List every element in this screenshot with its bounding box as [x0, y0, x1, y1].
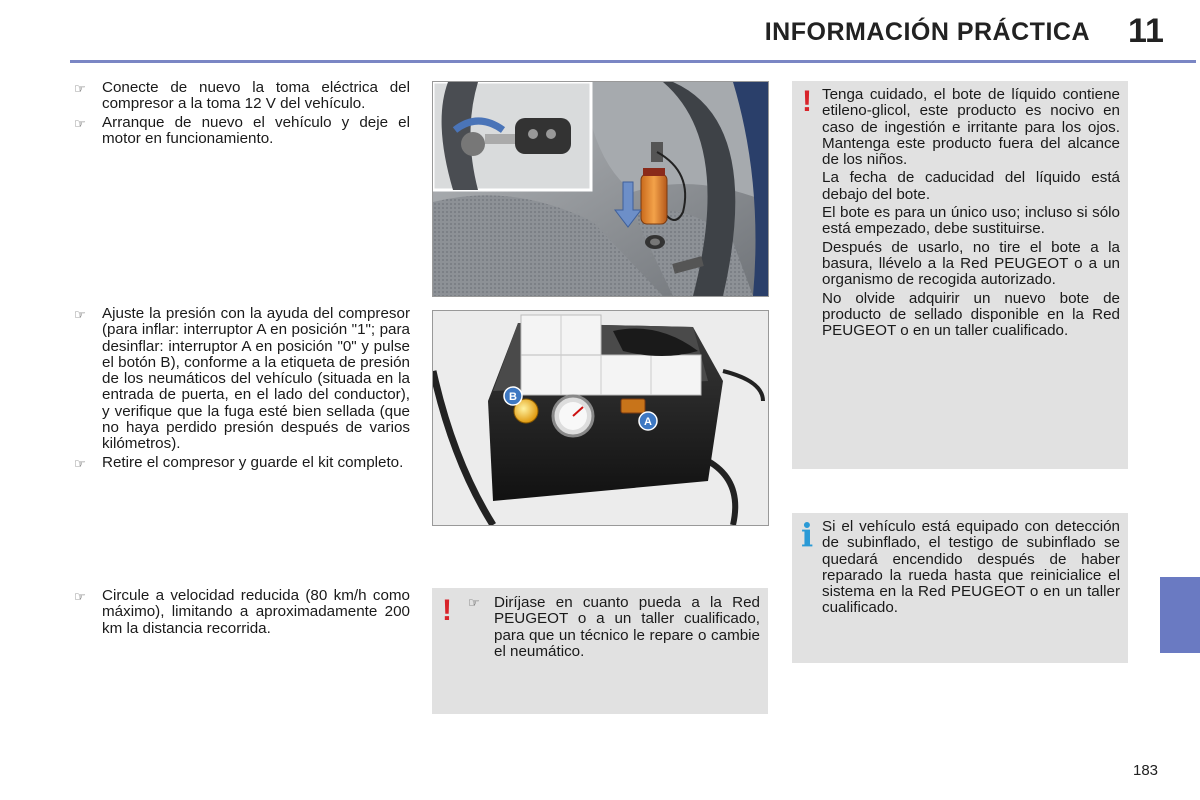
- list-item: ☞ Conecte de nuevo la toma eléctrica del compresor a la toma 12 V del vehículo.: [74, 79, 410, 113]
- list-item: ☞ Arranque de nuevo el vehículo y deje el motor en funcionamiento.: [74, 113, 410, 147]
- chapter-side-tab: [1160, 577, 1200, 653]
- info-text: Si el vehículo está equipado con detección de subinflado, el testigo de subinflado se quedará encendido después de haber reparado la rueda hasta que reinicialice el sistema en la Red PEUGEOT o en un taller cualificado.: [822, 518, 1120, 617]
- warning-box: [792, 81, 1128, 469]
- compressor-drawing: [433, 311, 768, 525]
- pointing-hand-icon: ☞: [74, 455, 86, 471]
- car-interior-illustration: [432, 81, 769, 297]
- list-item: ☞ Retire el compresor y guarde el kit completo.: [74, 453, 404, 471]
- list-item: ☞ Circule a velocidad reducida (80 km/h como máximo), limitando a aproximadamente 200 km la distancia recorrida.: [74, 587, 410, 637]
- header-rule: [70, 60, 1196, 63]
- switch-b-label: B: [509, 391, 517, 403]
- warning-paragraph: No olvide adquirir un nuevo bote de producto de sellado disponible en la Red PEUGEOT o en un taller cualificado.: [822, 289, 1120, 340]
- steps-group-3: [70, 588, 410, 639]
- car-interior-drawing: [433, 82, 768, 296]
- warning-paragraph: La fecha de caducidad del líquido está debajo del bote.: [822, 169, 1120, 203]
- pointing-hand-icon: ☞: [74, 81, 86, 96]
- list-item: ☞ Ajuste la presión con la ayuda del compresor (para inflar: interruptor A en posición "1"; para desinflar: interruptor A en posición "0" y pulse el botón B), conforme a la etiqueta de presión de los neumáticos del vehículo (situada en la entrada de puerta, en el lado del conductor), y verifique que la fuga esté bien sellada (que no haya perdido presión después de varios kilómetros).: [74, 305, 410, 453]
- warning-paragraph: Después de usarlo, no tire el bote a la basura, llévelo a la Red PEUGEOT o a un organismo de recogida autorizado.: [822, 238, 1120, 289]
- repair-warning-text: Diríjase en cuanto pueda a la Red PEUGEOT o a un taller cualificado, para que un técnico le repare o cambie el neumático.: [494, 594, 760, 660]
- warning-paragraph: El bote es para un único uso; incluso si sólo está empezado, debe sustituirse.: [822, 204, 1120, 238]
- repair-warning-box: [432, 588, 768, 714]
- warning-paragraph: Tenga cuidado, el bote de líquido contiene etileno-glicol, este producto es nocivo en caso de ingestión e irritante para los ojos. Mantenga este producto fuera del alcance de los niños.: [822, 86, 1120, 169]
- compressor-illustration: [432, 310, 769, 526]
- page-number: 183: [1133, 762, 1159, 779]
- pointing-hand-icon: ☞: [74, 589, 86, 604]
- warning-text: [822, 87, 1120, 341]
- exclamation-icon: !: [442, 594, 452, 627]
- switch-a-label: A: [644, 416, 652, 428]
- page-title: INFORMACIÓN PRÁCTICA: [764, 18, 1090, 46]
- pointing-hand-icon: ☞: [74, 307, 86, 322]
- pointing-hand-icon: ☞: [74, 115, 86, 131]
- steps-group-2: [70, 306, 410, 473]
- chapter-number: 11: [1128, 12, 1164, 50]
- info-box: [792, 513, 1128, 663]
- exclamation-icon: !: [802, 85, 812, 118]
- steps-group-1: [70, 80, 410, 149]
- pointing-hand-icon: ☞: [468, 595, 480, 610]
- info-icon: i: [801, 516, 814, 554]
